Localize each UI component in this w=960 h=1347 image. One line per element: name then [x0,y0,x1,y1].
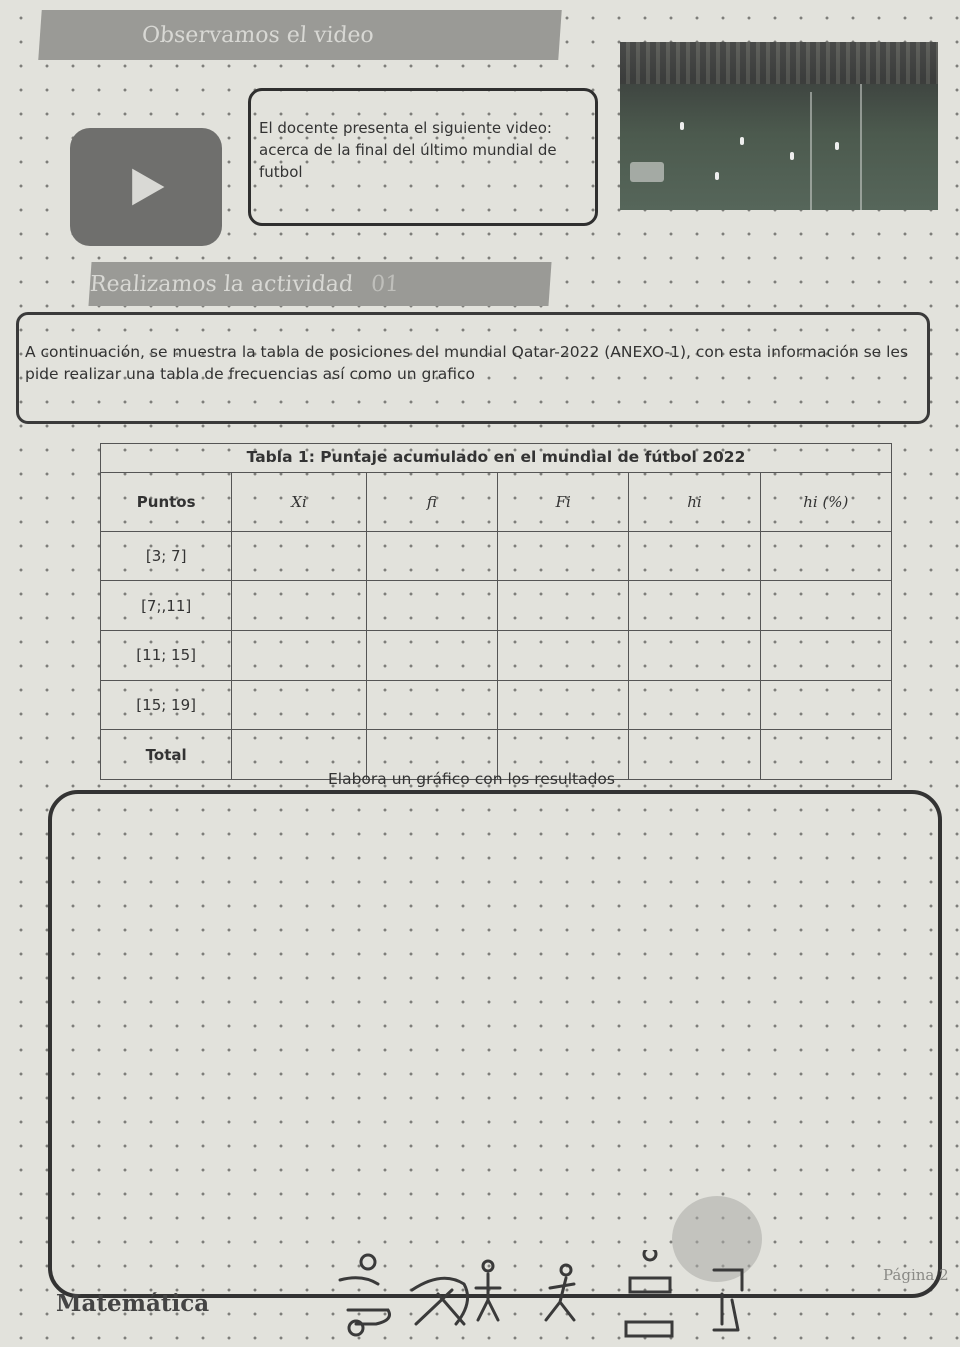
table-row [101,680,892,730]
blank-cell[interactable] [498,531,629,581]
pitch-line [810,92,812,210]
blank-cell[interactable] [232,631,366,681]
blank-cell[interactable] [629,581,760,631]
broadcast-logo [630,162,664,182]
header-Fi: Fi [498,473,629,532]
blank-cell[interactable] [366,581,497,631]
header-hi: hi [629,473,760,532]
blank-cell[interactable] [760,531,891,581]
header-xi: Xi [232,473,366,532]
blank-cell[interactable] [366,531,497,581]
chart-prompt: Elabora un gráfico con los resultados [328,770,615,788]
blank-cell[interactable] [366,631,497,681]
blank-cell[interactable] [760,631,891,681]
frequency-table [100,443,892,780]
blank-cell[interactable] [629,631,760,681]
blank-cell[interactable] [760,680,891,730]
section-title: Realizamos la actividad [89,271,354,297]
class-interval: [3; 7] [101,531,232,581]
player-figure [680,122,684,130]
table-row [101,581,892,631]
player-figure [790,152,794,160]
blank-cell[interactable] [498,581,629,631]
video-play-button[interactable] [70,128,222,246]
video-description: El docente presenta el siguiente video: acerca de la final del último mundial de futbol [259,119,557,181]
blank-cell[interactable] [366,680,497,730]
blank-cell[interactable] [498,680,629,730]
total-label: Total [101,730,232,780]
header-hi-percent: hi (%) [760,473,891,532]
header-fi: fi [366,473,497,532]
blank-cell[interactable] [629,531,760,581]
play-icon [123,164,169,210]
header-puntos: Puntos [101,473,232,532]
blank-cell[interactable] [498,631,629,681]
math-figures-illustration [320,1250,770,1340]
page-number: Página 2 [883,1266,949,1284]
player-figure [740,137,744,145]
section-banner-observamos [38,10,561,60]
table-header-row [101,473,892,532]
video-description-box [248,88,598,226]
class-interval: [11; 15] [101,631,232,681]
table-caption: Tabla 1: Puntaje acumulado en el mundial de fútbol 2022 [100,443,892,472]
class-interval: [15; 19] [101,680,232,730]
section-number: 01 [370,271,400,297]
blank-cell[interactable] [760,581,891,631]
blank-cell[interactable] [629,680,760,730]
stadium-stands [620,42,938,84]
player-figure [835,142,839,150]
blank-cell[interactable] [232,680,366,730]
blank-cell[interactable] [232,581,366,631]
table-row [101,531,892,581]
chart-drawing-area[interactable] [48,790,942,1298]
player-figure [715,172,719,180]
blank-cell[interactable] [629,730,760,780]
section-title: Observamos el video [141,22,375,48]
instructions-text: A continuación, se muestra la tabla de posiciones del mundial Qatar-2022 (ANEXO-1), con esta información se les pide realizar una tabla de frecuencias así como un grafico [25,343,909,383]
section-banner-actividad [88,262,551,306]
table-row [101,631,892,681]
blank-cell[interactable] [232,531,366,581]
instructions-box [16,312,930,424]
class-interval: [7;,11] [101,581,232,631]
video-thumbnail[interactable] [620,42,938,210]
subject-title: Matemática [56,1290,210,1317]
pitch-line [860,84,862,210]
blank-cell[interactable] [760,730,891,780]
